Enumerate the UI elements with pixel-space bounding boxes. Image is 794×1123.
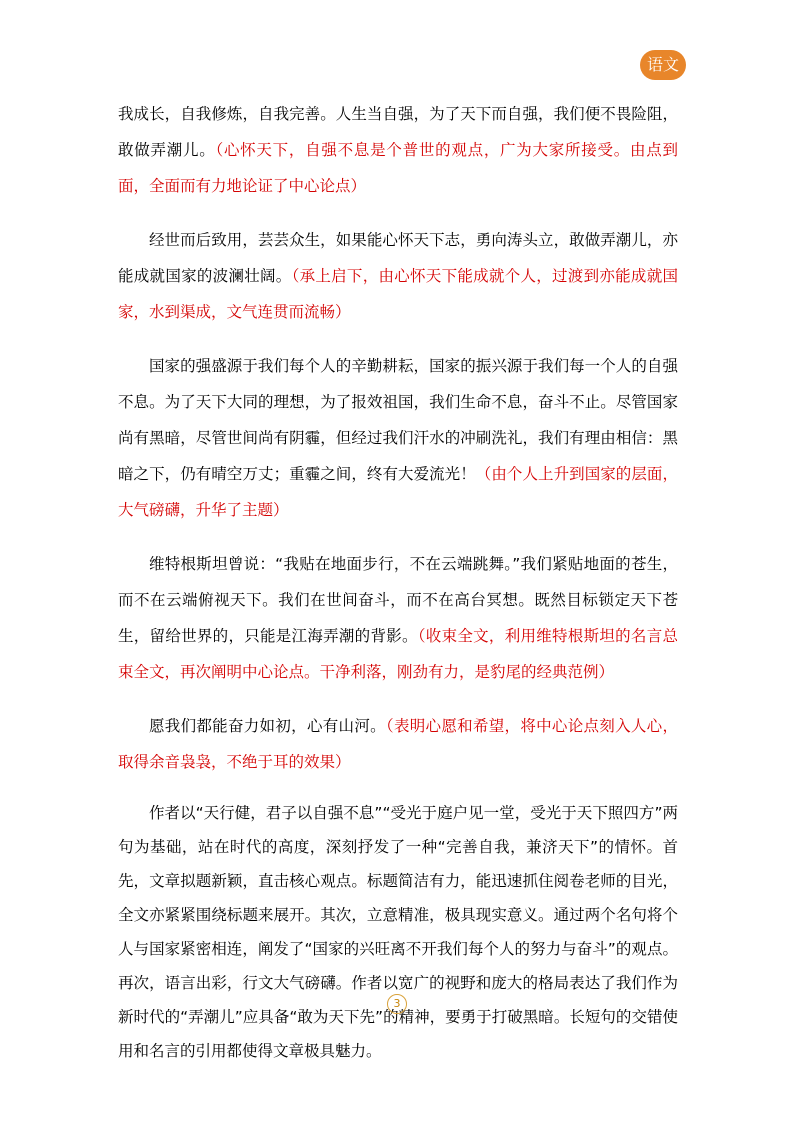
paragraph-text: 经世而后致用，芸芸众生，如果能心怀天下志，勇向涛头立，敢做弄潮儿，亦能成就国家的波澜壮阔。 bbox=[118, 231, 678, 285]
annotation: （表明心愿和希望，将中心论点刻入人心，取得余音袅袅，不绝于耳的效果） bbox=[118, 717, 678, 771]
annotation: （心怀天下，自强不息是个普世的观点，广为大家所接受。由点到面，全面而有力地论证了中心论点） bbox=[118, 141, 678, 195]
paragraph-2 bbox=[118, 222, 678, 330]
paragraph-1 bbox=[118, 96, 678, 204]
annotation: （承上启下，由心怀天下能成就个人，过渡到亦能成就国家，水到渠成，文气连贯而流畅） bbox=[118, 267, 678, 321]
subject-badge: 语文 bbox=[640, 50, 686, 80]
paragraph-5 bbox=[118, 708, 678, 780]
annotation: （收束全文，利用维特根斯坦的名言总束全文，再次阐明中心论点。干净利落，刚劲有力，是豹尾的经典范例） bbox=[118, 627, 678, 681]
paragraph-4 bbox=[118, 546, 678, 690]
comment-text: 作者以“天行健，君子以自强不息”“受光于庭户见一堂，受光于天下照四方”两句为基础，站在时代的高度，深刻抒发了一种“完善自我，兼济天下”的情怀。首先，文章拟题新颖，直击核心观点。标题简洁有力，能迅速抓住阅卷老师的目光，全文亦紧紧围绕标题来展开。其次，立意精准，极具现实意义。通过两个名句将个人与国家紧密相连，阐发了“国家的兴旺离不开我们每个人的努力与奋斗”的观点。再次，语言出彩，行文大气磅礴。作者以宽广的视野和庞大的格局表达了我们作为新时代的“弄潮儿”应具备“敢为天下先”的精神，要勇于打破黑暗。长短句的交错使用和名言的引用都使得文章极具魅力。 bbox=[118, 804, 678, 1060]
annotation: （由个人上升到国家的层面，大气磅礴，升华了主题） bbox=[118, 465, 678, 519]
page-number: 3 bbox=[385, 992, 409, 1016]
essay-body bbox=[118, 96, 678, 798]
paragraph-text: 维特根斯坦曾说：“我贴在地面步行，不在云端跳舞。”我们紧贴地面的苍生，而不在云端俯视天下。我们在世间奋斗，而不在高台冥想。既然目标锁定天下苍生，留给世界的，只能是江海弄潮的背影。 bbox=[118, 555, 678, 645]
paragraph-text: 愿我们都能奋力如初，心有山河。 bbox=[149, 717, 386, 735]
paragraph-3 bbox=[118, 348, 678, 528]
paragraph-text: 国家的强盛源于我们每个人的辛勤耕耘，国家的振兴源于我们每一个人的自强不息。为了天下大同的理想，为了报效祖国，我们生命不息，奋斗不止。尽管国家尚有黑暗，尽管世间尚有阴霾，但经过我们汗水的冲刷洗礼，我们有理由相信：黑暗之下，仍有晴空万丈；重霾之间，终有大爱流光！ bbox=[118, 357, 678, 483]
paragraph-text: 我成长，自我修炼，自我完善。人生当自强，为了天下而自强，我们便不畏险阻，敢做弄潮儿。 bbox=[118, 105, 678, 159]
teacher-comment bbox=[118, 796, 678, 1086]
